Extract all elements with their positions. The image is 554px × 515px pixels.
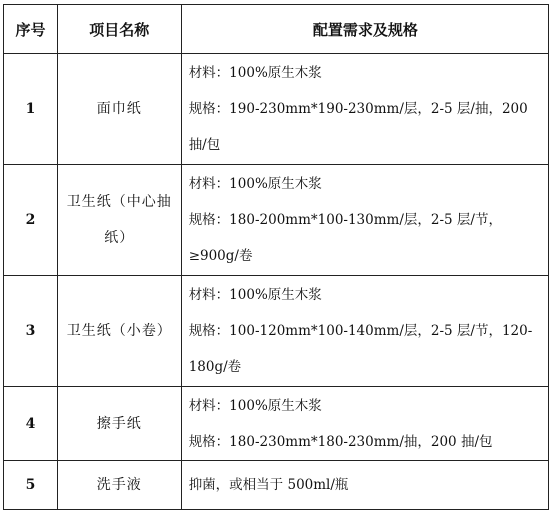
row-index: 5 bbox=[4, 461, 58, 509]
row-item-name: 卫生纸（小卷） bbox=[58, 276, 182, 386]
spec-line: 材料：100%原生木浆 bbox=[188, 176, 322, 192]
row-index: 2 bbox=[4, 165, 58, 275]
row-spec bbox=[189, 467, 542, 503]
row-spec bbox=[189, 388, 542, 460]
header-row bbox=[4, 5, 549, 54]
spec-line: 材料：100%原生木浆 bbox=[188, 287, 322, 303]
spec-line: 材料：100%原生木浆 bbox=[188, 65, 322, 81]
table-row bbox=[4, 387, 549, 461]
row-item-name: 擦手纸 bbox=[58, 387, 182, 460]
row-spec bbox=[189, 55, 542, 163]
spec-line: 规格：100-120mm*100-140mm/层，2-5 层/节，120-180g/卷 bbox=[188, 323, 533, 375]
spec-line: 规格：180-200mm*100-130mm/层，2-5 层/节，≥900g/卷 bbox=[188, 212, 502, 264]
row-index: 1 bbox=[4, 54, 58, 164]
header-index: 序号 bbox=[4, 5, 58, 53]
spec-line: 规格：180-230mm*180-230mm/抽，200 抽/包 bbox=[188, 433, 493, 450]
header-spec: 配置需求及规格 bbox=[182, 5, 549, 53]
row-index: 4 bbox=[4, 387, 58, 460]
row-item-name: 面巾纸 bbox=[58, 54, 182, 164]
spec-line: 规格：190-230mm*190-230mm/层，2-5 层/抽，200 抽/包 bbox=[188, 101, 528, 153]
spec-line: 材料：100%原生木浆 bbox=[188, 397, 322, 414]
row-spec bbox=[189, 166, 542, 274]
table-row bbox=[4, 54, 549, 165]
row-index: 3 bbox=[4, 276, 58, 386]
spec-line: 抑菌，或相当于 500ml/瓶 bbox=[188, 477, 349, 493]
row-spec bbox=[189, 277, 542, 385]
row-item-name: 卫生纸（中心抽纸） bbox=[58, 165, 182, 275]
header-name: 项目名称 bbox=[58, 5, 182, 53]
spec-table bbox=[3, 4, 549, 510]
table-row bbox=[4, 461, 549, 510]
row-item-name: 洗手液 bbox=[58, 461, 182, 509]
table-row bbox=[4, 165, 549, 276]
table-row bbox=[4, 276, 549, 387]
